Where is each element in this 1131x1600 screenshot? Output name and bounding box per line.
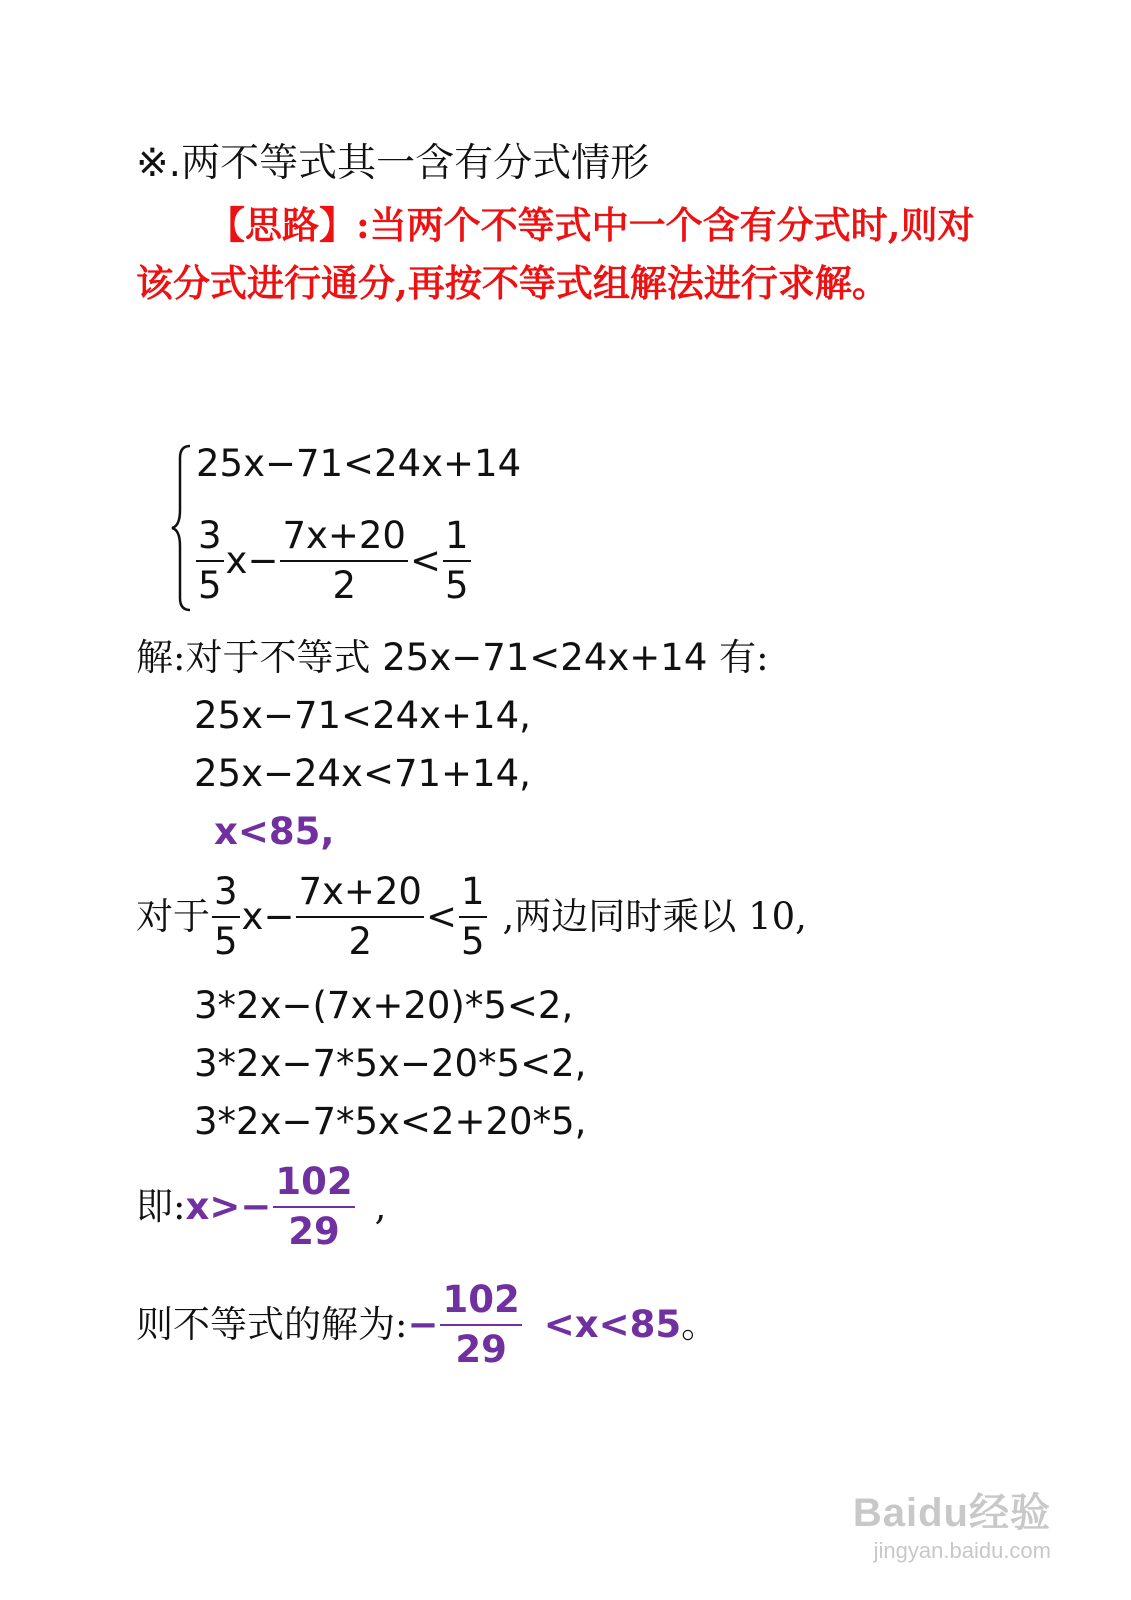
step-3-result: x<85, <box>214 810 335 853</box>
watermark-url: jingyan.baidu.com <box>873 1538 1051 1563</box>
step-2: 25x−24x<71+14, <box>194 752 531 795</box>
watermark <box>853 1481 1051 1564</box>
ji-line: 即: x>− $\frac{102}{29}$ , <box>136 1158 386 1256</box>
solution-intro: 解:对于不等式 25x−71<24x+14 有: <box>136 636 769 679</box>
fraction-7x20-2-b: $\frac{7x+20}{2}$ <box>298 870 422 963</box>
final-answer: 则不等式的解为: − $\frac{102}{29}$ <x<85 。 <box>136 1276 718 1374</box>
fraction-inequality-line: 对于 $\frac{3}{5}$ x− $\frac{7x+20}{2}$ < $\frac{1}{5}$ ,两边同时乘以 10, <box>136 868 807 966</box>
step-5: 3*2x−7*5x−20*5<2, <box>194 1042 587 1085</box>
fraction-102-29: $\frac{102}{29}$ <box>275 1160 353 1253</box>
step-6: 3*2x−7*5x<2+20*5, <box>194 1100 587 1143</box>
fraction-7x20-2: $\frac{7x+20}{2}$ <box>282 514 406 607</box>
page-title: ※.两不等式其一含有分式情形 <box>136 141 650 186</box>
baidu-logo: Baidu经验 <box>852 1491 1051 1535</box>
system-brace <box>170 444 194 612</box>
step-4: 3*2x−(7x+20)*5<2, <box>194 984 574 1027</box>
fraction-3-5-b: $\frac{3}{5}$ <box>214 870 238 963</box>
eq2-lt: < <box>409 539 441 582</box>
fraction-102-29-final: $\frac{102}{29}$ <box>442 1278 520 1371</box>
thought-paragraph: 【思路】:当两个不等式中一个含有分式时,则对该分式进行通分,再按不等式组解法进行求解。 <box>136 203 975 305</box>
system-eq1: 25x−71<24x+14 <box>196 442 522 485</box>
system-eq2 <box>194 512 473 610</box>
step-1: 25x−71<24x+14, <box>194 694 531 737</box>
fraction-3-5: $\frac{3}{5}$ <box>198 514 222 607</box>
fraction-1-5: $\frac{1}{5}$ <box>445 514 469 607</box>
eq2-mid: x− <box>225 539 279 582</box>
fraction-1-5-b: $\frac{1}{5}$ <box>461 870 485 963</box>
